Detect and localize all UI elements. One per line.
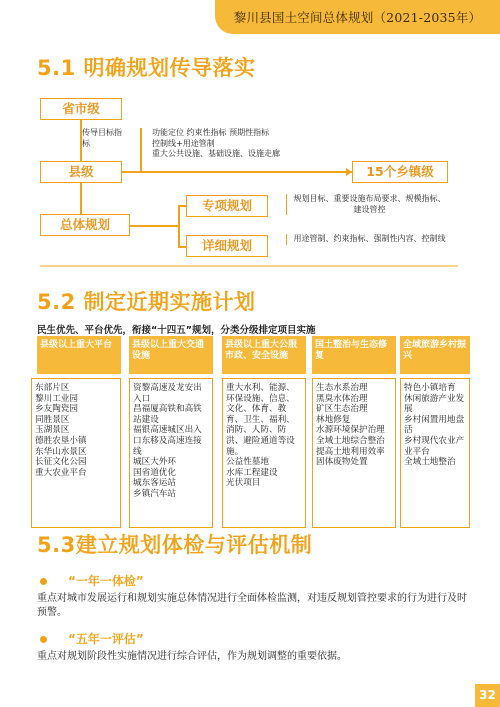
column-header: 国土整治与生态修复 [312, 336, 396, 374]
special-plan-content: 规划目标、重要设施布局要求、规模指标、建设管控 [286, 194, 446, 215]
overall-plan-box: 总体规划 [40, 214, 130, 236]
list-item: 福银高速城区出入口东移及高速连接线 [133, 425, 202, 457]
five-year-eval-text: 重点对规划阶段性实施情况进行综合评估，作为规划调整的重要依据。 [37, 651, 347, 662]
list-item: 重大农业平台 [35, 467, 87, 478]
list-item: 生态水系治理 [316, 383, 368, 393]
list-item: 矿区生态治理 [316, 404, 368, 415]
connector [178, 205, 180, 247]
county-level-box: 县级 [40, 161, 122, 183]
connector [122, 171, 352, 173]
detailed-plan-box: 详细规划 [186, 235, 268, 257]
list-item: 特色小镇培育 [404, 383, 456, 393]
township-level-box: 15个乡镇级 [352, 161, 448, 183]
column-header: 县级以上重大公服市政、安全设施 [222, 336, 306, 374]
connector [178, 205, 186, 207]
list-item: 乡村闲置用地盘活 [404, 414, 465, 436]
list-item: 国省道优化 [133, 467, 176, 478]
column-items [129, 378, 213, 528]
list-item: 城区大外环 [133, 457, 176, 468]
list-item: 长征文化公园 [35, 457, 87, 468]
connector [140, 128, 142, 172]
list-item: 全域土地综合整治提高土地利用效率 [316, 435, 385, 457]
list-item: 水库工程建设 [226, 467, 278, 478]
guide-indicators-text: 传导目标指标 [82, 128, 122, 148]
bullet-dot-icon [40, 578, 47, 585]
list-item: 昌福厦高铁和高铁站建设 [133, 404, 202, 425]
five-year-eval-title: “五年一评估” [68, 632, 144, 646]
page-header [215, 0, 500, 34]
section-5-3-title: 5.3建立规划体检与评估机制 [37, 533, 313, 557]
connector [178, 246, 186, 248]
list-item: 乡友陶瓷园 [35, 404, 78, 415]
column-header: 全域旅游乡村振兴 [400, 336, 470, 374]
document-title: 黎川县国土空间总体规划（2021-2035年） [233, 10, 482, 25]
column-items [222, 378, 306, 528]
list-item: 同胜景区 [35, 414, 70, 425]
diagram-frame [40, 265, 458, 267]
list-item: 水源环境保护治理 [316, 425, 385, 436]
list-item: 黎川工业园 [35, 393, 78, 404]
functions-text: 功能定位 约束性指标 预期性指标 控制线+用途管制 重大公共设施、基础设施、设施走廊 [152, 128, 280, 158]
list-item: 东部片区 [35, 383, 70, 393]
column-header: 县级以上重大交通设施 [129, 336, 213, 374]
list-item: 玉湖景区 [35, 425, 70, 436]
connector [80, 183, 82, 214]
list-item: 德胜农垦小镇 [35, 435, 87, 446]
column-header: 县级以上重大平台 [37, 336, 121, 374]
list-item: 光伏项目 [226, 478, 261, 489]
list-item: 乡村现代农业产业平台 [404, 435, 465, 457]
list-item: 公益性墓地 [226, 457, 269, 468]
column-items [400, 378, 470, 528]
list-item: 黑臭水体治理 [316, 393, 368, 404]
connector [130, 225, 178, 227]
list-item: 资黎高速及龙安出入口 [133, 383, 202, 404]
annual-check-title: “一年一体检” [68, 574, 144, 588]
section-5-1-title: 5.1 明确规划传导落实 [37, 56, 256, 80]
province-level-box: 省市级 [40, 98, 122, 120]
detailed-plan-content: 用途管制、约束指标、强制性内容、控制线 [286, 234, 446, 245]
list-item: 休闲旅游产业发展 [404, 393, 465, 415]
list-item: 全域土地整治 [404, 457, 456, 468]
list-item: 城东客运站 [133, 478, 176, 489]
special-plan-box: 专项规划 [186, 195, 268, 217]
list-item: 东华山水景区 [35, 446, 87, 457]
list-item: 林地修复 [316, 414, 351, 425]
section-5-2-title: 5.2 制定近期实施计划 [37, 290, 256, 314]
column-items [31, 378, 121, 528]
list-item: 重大水利、能源、环保设施、信息、文化、体育、教育、卫生、福利、消防、人防、防洪、避险通道等设施。 [226, 383, 295, 457]
column-items [312, 378, 396, 528]
list-item: 乡镇汽车站 [133, 488, 176, 499]
list-item: 固体废物处置 [316, 457, 368, 468]
table-intro: 民生优先、平台优先，衔接“十四五”规划，分类分级排定项目实施 [37, 325, 316, 336]
annual-check-text: 重点对城市发展运行和规划实施总体情况进行全面体检监测，对违反规划管控要求的行为进行及时预警。 [37, 593, 467, 618]
bullet-dot-icon [40, 636, 47, 643]
page-number: 32 [475, 684, 500, 707]
